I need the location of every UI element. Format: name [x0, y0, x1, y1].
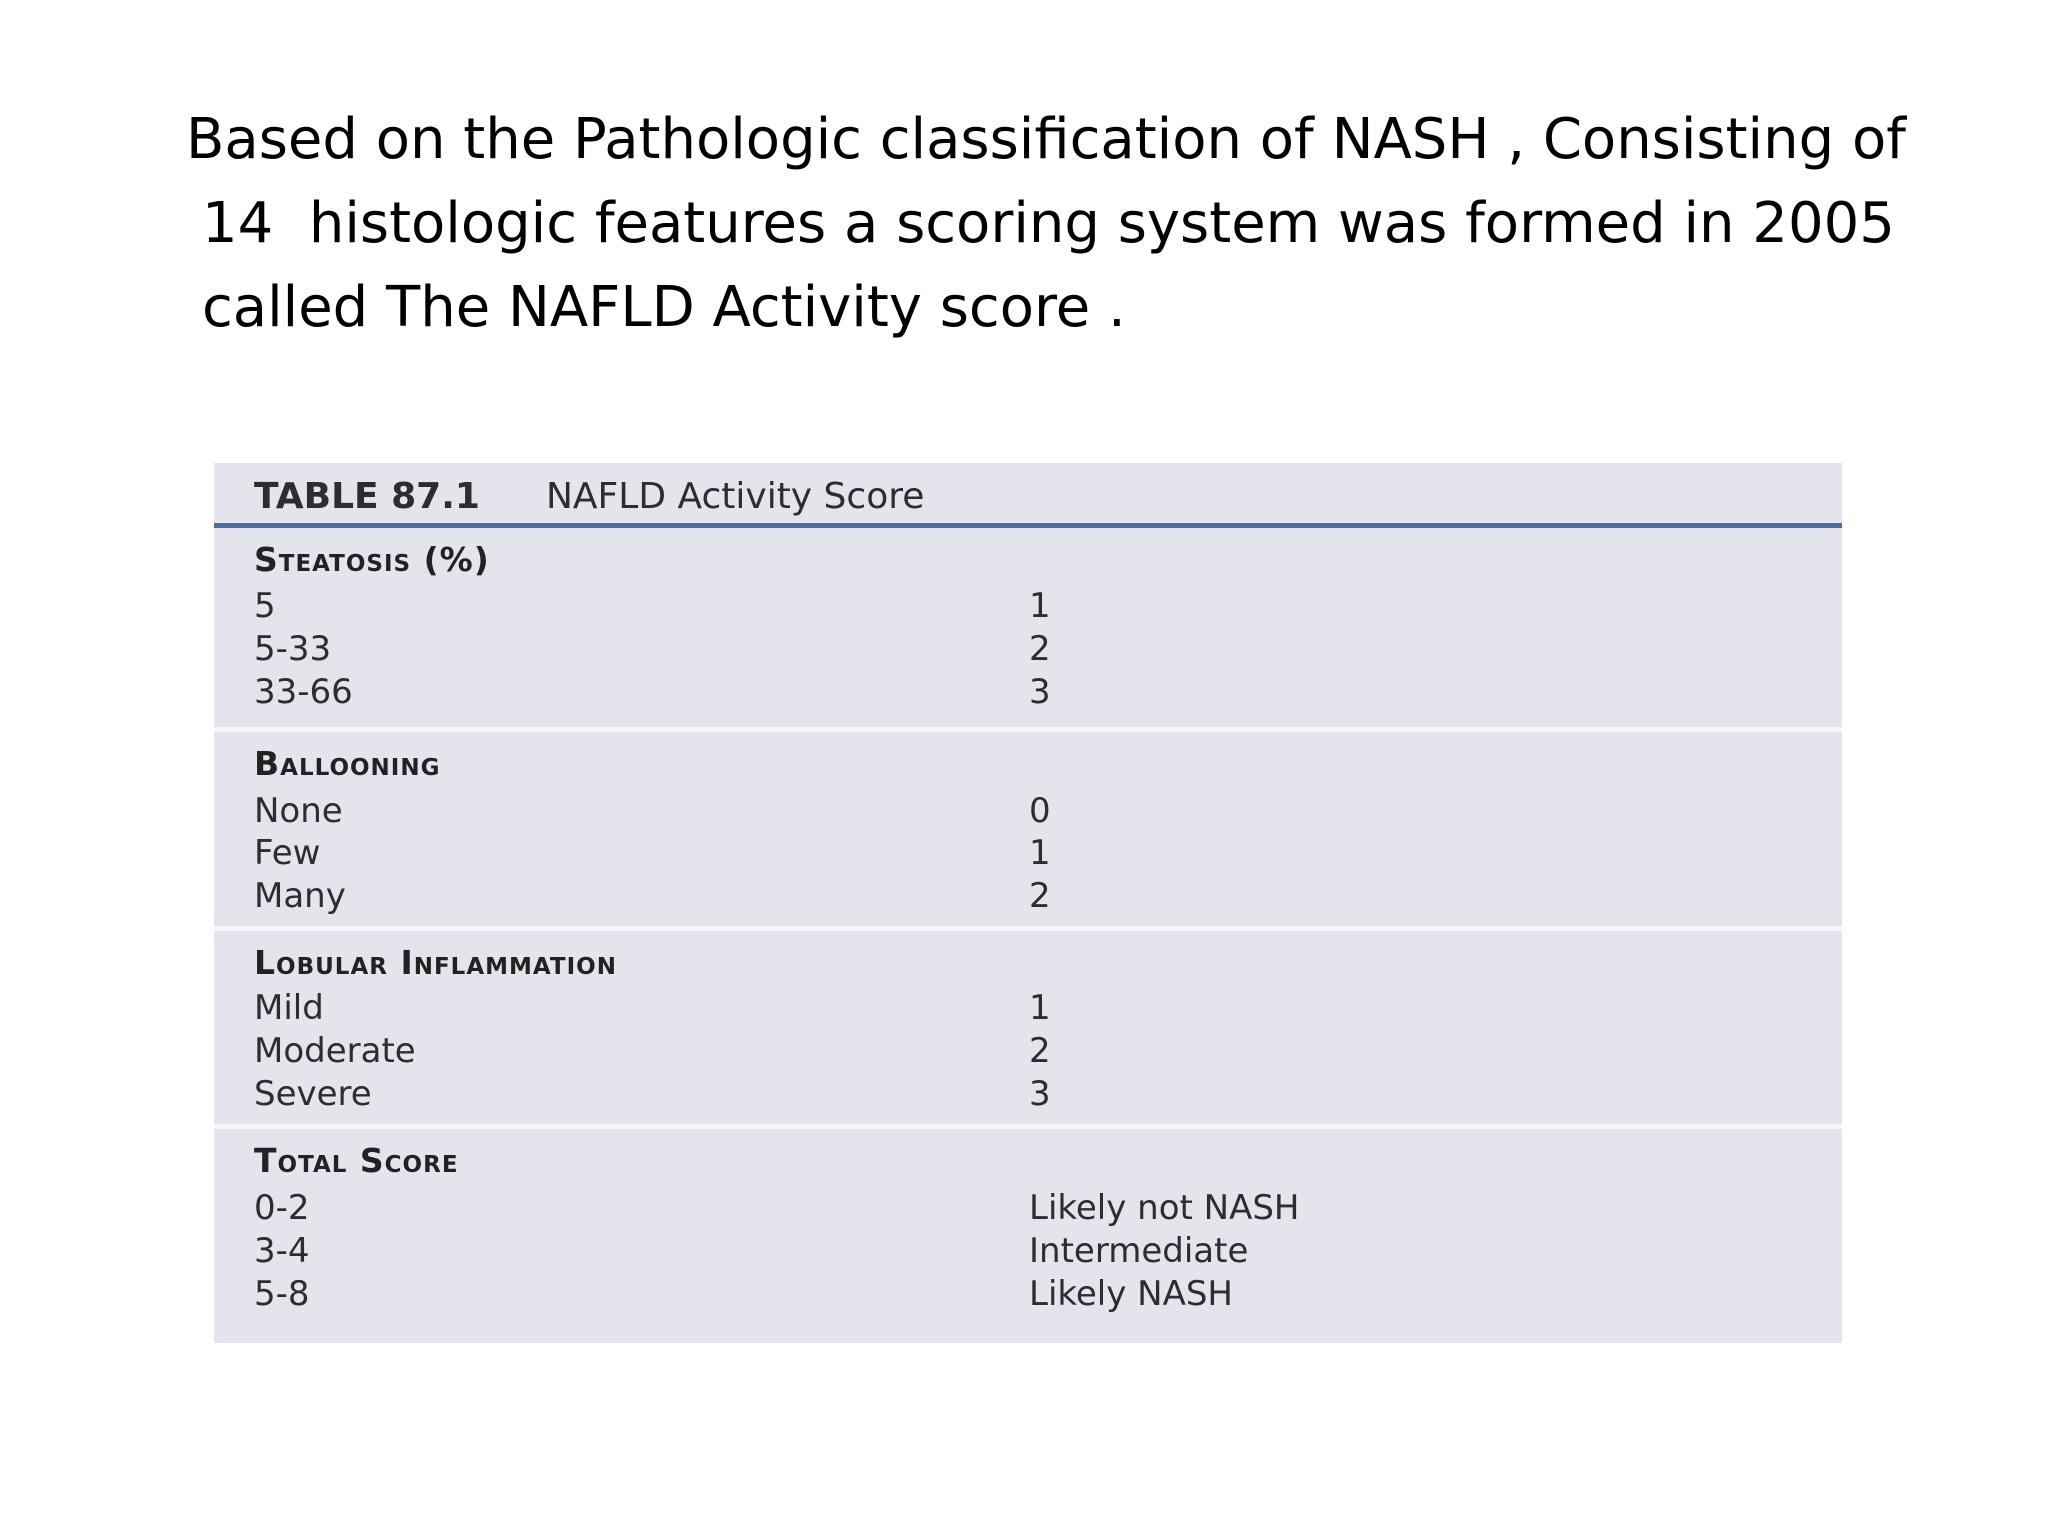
table-header — [214, 463, 1842, 528]
slide-text-line: 14 histologic features a scoring system was formed in 2005 — [202, 191, 1895, 256]
row-value: 2 — [1029, 1031, 1051, 1071]
row-label: Mild — [254, 988, 324, 1028]
row-label: None — [254, 791, 343, 831]
table-title: NAFLD Activity Score — [546, 476, 925, 517]
section-heading: Lobular Inflammation — [254, 943, 617, 982]
row-label: 3-4 — [254, 1231, 310, 1271]
row-label: Moderate — [254, 1031, 416, 1071]
row-value: Intermediate — [1029, 1231, 1249, 1271]
row-value: 3 — [1029, 672, 1051, 712]
row-value: 1 — [1029, 586, 1051, 626]
row-value: 3 — [1029, 1074, 1051, 1114]
row-value: 1 — [1029, 988, 1051, 1028]
row-label: 5-8 — [254, 1274, 310, 1314]
section-divider — [214, 727, 1842, 732]
row-value: 2 — [1029, 876, 1051, 916]
row-label: Few — [254, 833, 321, 873]
row-label: 0-2 — [254, 1188, 310, 1228]
section-divider — [214, 1124, 1842, 1129]
slide-text-line: called The NAFLD Activity score . — [202, 275, 1126, 340]
row-label: 5 — [254, 586, 276, 626]
table-number: TABLE 87.1 — [254, 476, 480, 517]
row-label: 5-33 — [254, 629, 332, 669]
section-divider — [214, 926, 1842, 931]
slide-text-line: Based on the Pathologic classification of NASH , Consisting of — [186, 107, 1906, 172]
section-heading: Steatosis (%) — [254, 540, 490, 579]
row-value: 1 — [1029, 833, 1051, 873]
row-value: Likely not NASH — [1029, 1188, 1300, 1228]
row-label: 33-66 — [254, 672, 353, 712]
section-heading: Total Score — [254, 1141, 459, 1180]
row-value: 2 — [1029, 629, 1051, 669]
row-label: Severe — [254, 1074, 372, 1114]
slide-body-text — [186, 98, 1906, 350]
nafld-activity-score-table — [214, 463, 1842, 1343]
table-section-steatosis — [214, 528, 1842, 712]
row-value: 0 — [1029, 791, 1051, 831]
row-value: Likely NASH — [1029, 1274, 1233, 1314]
section-heading: Ballooning — [254, 744, 441, 783]
row-label: Many — [254, 876, 346, 916]
